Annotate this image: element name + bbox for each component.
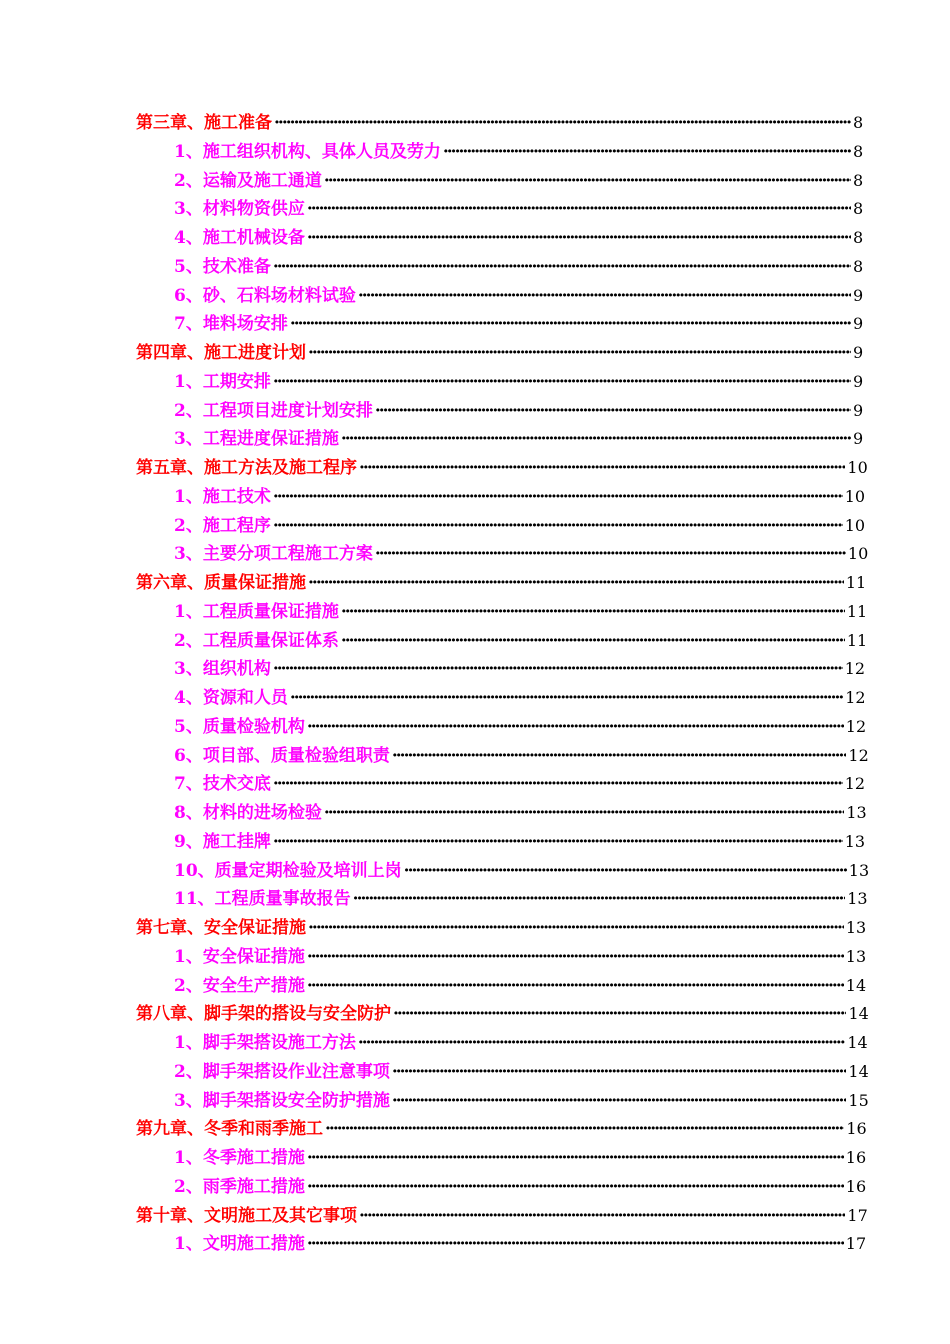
toc-entry-title: 1、冬季施工措施 [174,1148,305,1168]
dot-leader [307,1144,844,1173]
toc-page-number: 15 [848,1090,869,1110]
toc-page-number: 10 [844,515,866,535]
toc-entry-title: 2、工程质量保证体系 [174,630,339,651]
dot-leader [308,569,844,598]
toc-section-row[interactable] [136,253,863,282]
dot-leader [307,972,844,1001]
toc-section-row[interactable] [136,310,863,339]
toc-page-number: 9 [853,285,864,305]
dot-leader [358,1029,846,1058]
toc-page-number: 14 [848,1004,869,1024]
toc-section-row[interactable] [136,799,867,828]
dot-leader [273,770,843,799]
dot-leader [359,1202,845,1231]
toc-page-number: 16 [845,1148,867,1167]
toc-entry-title: 3、主要分项工程施工方案 [174,544,373,565]
table-of-contents [136,109,870,1259]
toc-entry-title: 2、施工程序 [174,515,271,536]
toc-page-number: 16 [846,1119,867,1139]
dot-leader [443,138,851,167]
dot-leader [392,1058,847,1087]
toc-page-number: 8 [853,228,864,247]
toc-page-number: 8 [853,170,864,190]
toc-page-number: 9 [853,314,864,334]
dot-leader [341,425,851,454]
toc-section-row[interactable] [136,540,869,569]
toc-section-row[interactable] [136,224,863,253]
dot-leader [273,253,851,282]
toc-section-row[interactable] [136,598,868,627]
toc-section-row[interactable] [136,368,863,397]
toc-entry-title: 1、安全保证措施 [174,946,305,967]
toc-page-number: 11 [846,601,868,621]
toc-page-number: 13 [845,918,867,937]
toc-section-row[interactable] [136,1173,867,1202]
dot-leader [290,684,843,713]
toc-entry-title: 6、项目部、质量检验组职责 [174,745,390,766]
dot-leader [308,339,851,368]
dot-leader [392,742,847,771]
toc-entry-title: 第十章、文明施工及其它事项 [136,1205,357,1226]
toc-chapter-row[interactable] [136,569,867,598]
toc-page-number: 12 [848,745,869,765]
toc-section-row[interactable] [136,1029,868,1058]
toc-page-number: 14 [847,1033,868,1052]
toc-entry-title: 3、组织机构 [174,659,271,680]
toc-section-row[interactable] [136,713,867,742]
dot-leader [353,885,846,914]
dot-leader [273,512,843,541]
dot-leader [307,195,851,224]
toc-page-number: 8 [853,256,864,276]
dot-leader [307,713,844,742]
toc-entry-title: 3、工程进度保证措施 [174,429,339,450]
toc-section-row[interactable] [136,282,863,311]
dot-leader [325,1115,844,1144]
toc-page-number: 8 [853,113,864,132]
toc-entry-title: 7、堆料场安排 [174,314,288,335]
toc-page-number: 10 [844,486,866,506]
dot-leader [341,627,845,656]
dot-leader [308,914,844,943]
dot-leader [324,167,851,196]
toc-entry-title: 2、运输及施工通道 [174,170,322,191]
toc-entry-title: 8、材料的进场检验 [174,803,322,823]
dot-leader [307,943,844,972]
toc-page-number: 14 [845,975,867,995]
toc-entry-title: 2、工程项目进度计划安排 [174,400,373,421]
toc-section-row[interactable] [136,828,866,857]
toc-chapter-row[interactable] [136,454,868,483]
toc-entry-title: 5、技术准备 [174,256,271,277]
toc-entry-title: 1、工期安排 [174,371,271,392]
toc-page-number: 13 [847,889,868,909]
dot-leader [324,799,844,828]
dot-leader [290,310,851,339]
toc-entry-title: 2、雨季施工措施 [174,1176,305,1197]
toc-entry-title: 1、工程质量保证措施 [174,601,339,622]
toc-section-row[interactable] [136,425,863,454]
toc-entry-title: 2、脚手架搭设作业注意事项 [174,1061,390,1082]
toc-page-number: 9 [853,371,864,391]
toc-chapter-row[interactable] [136,1202,868,1231]
toc-page-number: 9 [853,343,864,362]
toc-page-number: 13 [845,946,867,966]
toc-page-number: 13 [846,803,867,822]
toc-entry-title: 4、资源和人员 [174,688,288,708]
toc-entry-title: 1、脚手架搭设施工方法 [174,1033,356,1053]
toc-section-row[interactable] [136,1230,867,1259]
toc-section-row[interactable] [136,627,868,656]
toc-entry-title: 第四章、施工进度计划 [136,343,306,363]
dot-leader [393,1000,846,1029]
toc-chapter-row[interactable] [136,109,863,138]
dot-leader [307,1230,844,1259]
toc-entry-title: 3、材料物资供应 [174,199,305,220]
toc-entry-title: 第七章、安全保证措施 [136,918,306,938]
dot-leader [341,598,845,627]
toc-entry-title: 5、质量检验机构 [174,716,305,737]
toc-section-row[interactable] [136,857,870,886]
toc-page-number: 8 [853,199,864,219]
toc-entry-title: 10、质量定期检验及培训上岗 [174,860,402,881]
toc-page-number: 12 [844,774,866,794]
dot-leader [273,828,843,857]
toc-entry-title: 1、文明施工措施 [174,1234,305,1255]
toc-section-row[interactable] [136,167,863,196]
toc-entry-title: 4、施工机械设备 [174,228,305,248]
toc-page-number: 13 [844,831,866,851]
toc-section-row[interactable] [136,138,863,167]
dot-leader [359,454,845,483]
toc-page-number: 11 [845,573,867,592]
dot-leader [273,483,843,512]
toc-section-row[interactable] [136,684,866,713]
toc-section-row[interactable] [136,770,866,799]
dot-leader [307,224,851,253]
toc-entry-title: 3、脚手架搭设安全防护措施 [174,1090,390,1111]
dot-leader [307,1173,844,1202]
dot-leader [375,397,851,426]
toc-chapter-row[interactable] [136,339,863,368]
toc-entry-title: 7、技术交底 [174,774,271,795]
toc-page-number: 8 [853,141,864,161]
toc-entry-title: 6、砂、石料场材料试验 [174,285,356,306]
toc-page-number: 14 [848,1061,869,1081]
toc-section-row[interactable] [136,1058,869,1087]
toc-page-number: 16 [845,1176,867,1196]
toc-chapter-row[interactable] [136,914,867,943]
toc-entry-title: 2、安全生产措施 [174,975,305,996]
toc-page-number: 17 [845,1234,867,1254]
dot-leader [273,368,851,397]
dot-leader [358,282,851,311]
toc-entry-title: 第九章、冬季和雨季施工 [136,1119,323,1140]
toc-section-row[interactable] [136,972,867,1001]
toc-section-row[interactable] [136,397,863,426]
toc-entry-title: 第三章、施工准备 [136,113,272,133]
toc-section-row[interactable] [136,655,866,684]
dot-leader [273,655,843,684]
toc-section-row[interactable] [136,512,866,541]
dot-leader [274,109,851,138]
toc-entry-title: 1、施工技术 [174,486,271,507]
toc-section-row[interactable] [136,885,868,914]
toc-page-number: 17 [847,1205,868,1225]
toc-page-number: 13 [848,860,870,880]
toc-entry-title: 11、工程质量事故报告 [174,889,351,910]
toc-page-number: 10 [847,458,868,477]
toc-page-number: 9 [853,429,864,449]
toc-section-row[interactable] [136,195,863,224]
toc-page-number: 12 [845,688,866,707]
dot-leader [392,1087,847,1116]
toc-entry-title: 第八章、脚手架的搭设与安全防护 [136,1004,391,1025]
toc-section-row[interactable] [136,943,867,972]
toc-entry-title: 第五章、施工方法及施工程序 [136,458,357,478]
toc-page-number: 9 [853,400,864,420]
toc-page-number: 11 [846,630,868,650]
toc-page-number: 10 [847,544,869,564]
toc-page-number: 12 [845,716,867,736]
toc-section-row[interactable] [136,1144,867,1173]
toc-entry-title: 1、施工组织机构、具体人员及劳力 [174,141,441,162]
toc-section-row[interactable] [136,1087,869,1116]
toc-section-row[interactable] [136,483,866,512]
dot-leader [375,540,846,569]
dot-leader [404,857,847,886]
toc-entry-title: 9、施工挂牌 [174,831,271,852]
toc-chapter-row[interactable] [136,1000,869,1029]
toc-section-row[interactable] [136,742,869,771]
toc-entry-title: 第六章、质量保证措施 [136,573,306,593]
toc-page-number: 12 [844,659,866,679]
toc-chapter-row[interactable] [136,1115,867,1144]
